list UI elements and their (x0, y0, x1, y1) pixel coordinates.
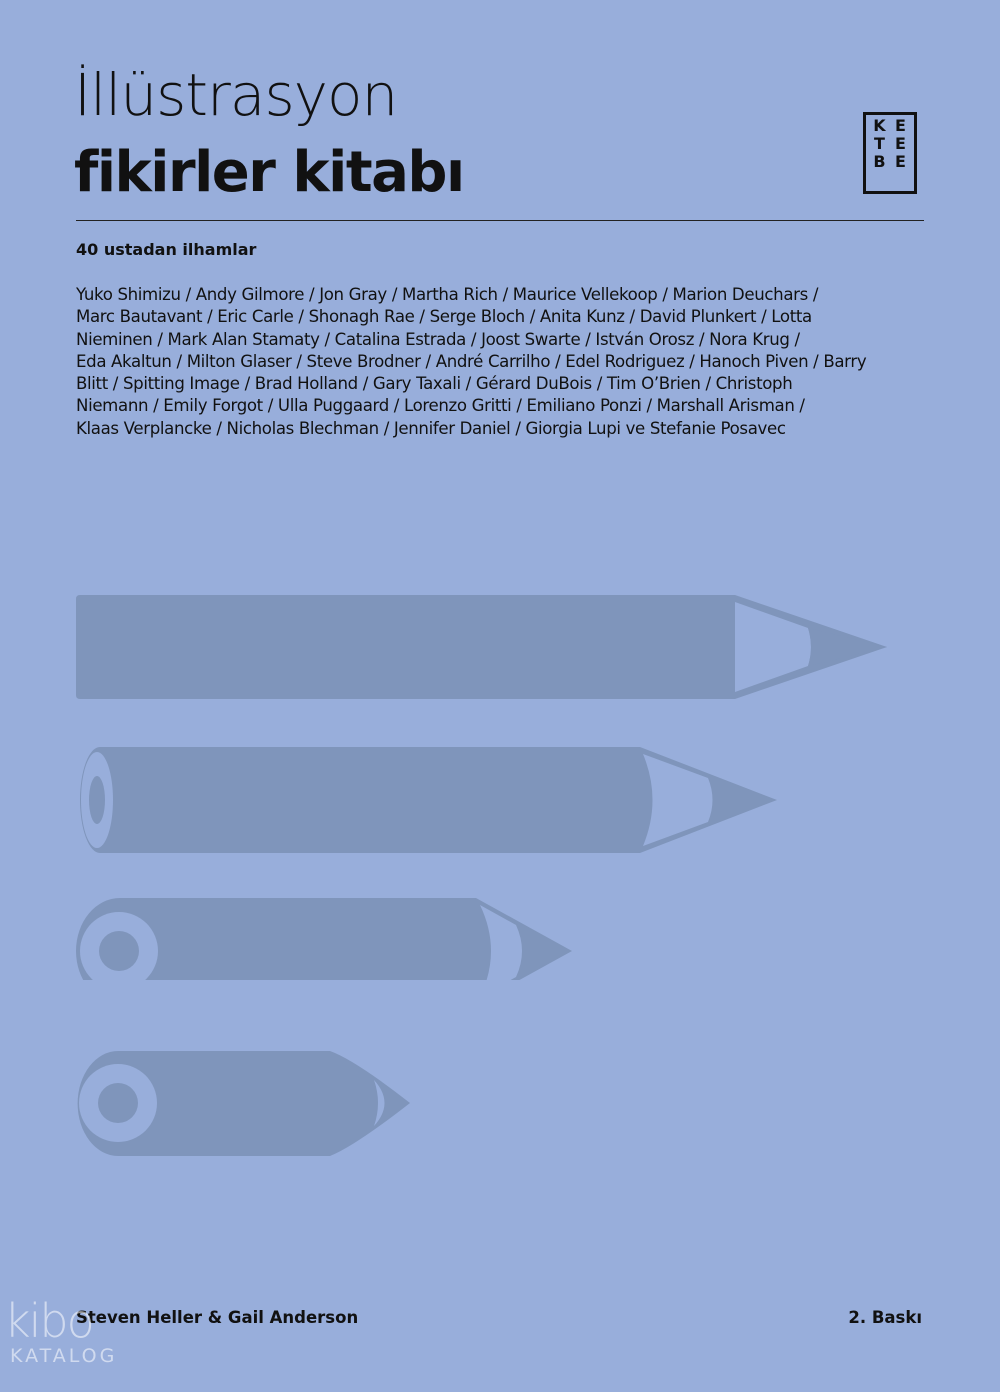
contributors-line: Yuko Shimizu / Andy Gilmore / Jon Gray / Martha Rich / Maurice Vellekoop / Marion Deuchars / (76, 285, 819, 304)
watermark-subtitle: KATALOG (10, 1345, 118, 1367)
pencil-icon (80, 747, 777, 853)
pencil-icon (76, 898, 572, 980)
watermark (4, 1296, 117, 1366)
contributors-line: Klaas Verplancke / Nicholas Blechman / Jennifer Daniel / Giorgia Lupi ve Stefanie Posavec (76, 418, 786, 438)
subtitle: 40 ustadan ilhamlar (76, 240, 257, 259)
title-line-2: fikirler kitabı (74, 140, 464, 205)
contributors-list (76, 284, 946, 440)
short-pencil-illustration (0, 1040, 1000, 1170)
authors: Steven Heller & Gail Anderson (76, 1308, 359, 1327)
pencils-illustration (0, 560, 1000, 980)
watermark-logo: kibo (4, 1294, 93, 1348)
contributors-line: Blitt / Spitting Image / Brad Holland / Gary Taxali / Gérard DuBois / Tim O’Brien / Christoph (76, 374, 793, 394)
logo-letter: K (873, 116, 886, 135)
pencil-icon (78, 1051, 410, 1156)
publisher-logo (863, 112, 917, 194)
title-line-1: İllüstrasyon (74, 61, 398, 129)
logo-letter: T (874, 134, 885, 153)
contributors-line: Niemann / Emily Forgot / Ulla Puggaard / Lorenzo Gritti / Emiliano Ponzi / Marshall Arisman / (76, 396, 805, 416)
contributors-line: Eda Akaltun / Milton Glaser / Steve Brodner / André Carrilho / Edel Rodriguez / Hanoch Piven / Barry (76, 351, 867, 371)
contributors-line: Marc Bautavant / Eric Carle / Shonagh Rae / Serge Bloch / Anita Kunz / David Plunkert / Lotta (76, 307, 812, 327)
logo-letter: E (895, 134, 906, 153)
edition-label: 2. Baskı (848, 1308, 922, 1327)
logo-letter: B (873, 152, 886, 171)
logo-letter: E (895, 116, 906, 135)
logo-letter: E (895, 152, 906, 171)
pencil-icon (76, 595, 887, 699)
divider (76, 220, 924, 221)
contributors-line: Nieminen / Mark Alan Stamaty / Catalina Estrada / Joost Swarte / István Orosz / Nora Krug / (76, 329, 800, 349)
